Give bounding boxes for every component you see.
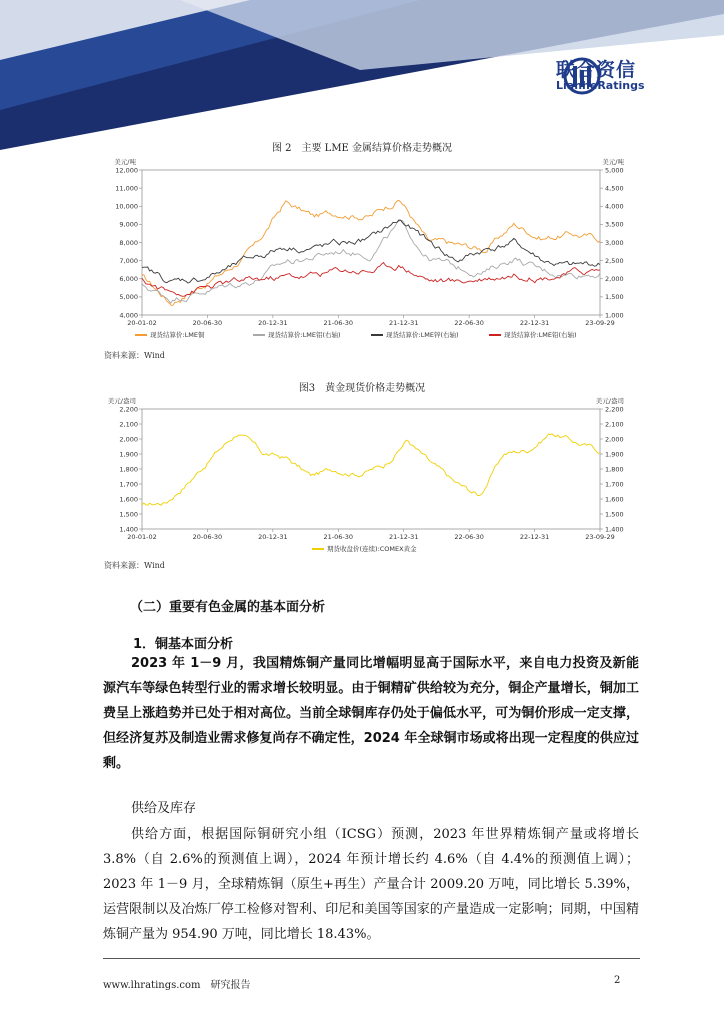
y-tick-label-right: 1,400 <box>605 525 624 534</box>
y-tick-label-left: 2,100 <box>119 420 138 429</box>
figure3-title: 图3 黄金现货价格走势概况 <box>298 383 426 394</box>
y-tick-label-right: 2,500 <box>605 256 624 265</box>
page-number: 2 <box>614 975 621 986</box>
legend-label: 期货收盘价(连续):COMEX黄金 <box>327 545 417 553</box>
y-tick-label-left: 1,700 <box>119 480 138 489</box>
legend-label: 现货结算价:LME铝(右轴) <box>268 331 341 339</box>
supply-inventory-label: 供给及库存 <box>131 801 197 816</box>
x-tick-label: 20-06-30 <box>192 533 223 541</box>
y-tick-label-left: 6,000 <box>119 275 138 284</box>
x-tick-label: 21-06-30 <box>323 533 354 541</box>
x-tick-label: 22-12-31 <box>519 533 550 541</box>
x-tick-label: 22-06-30 <box>454 533 484 541</box>
figure2-source: 资料来源：Wind <box>104 351 165 360</box>
figure3-source: 资料来源：Wind <box>104 561 165 570</box>
x-tick-label: 21-06-30 <box>323 319 354 327</box>
series-line-3 <box>142 263 600 297</box>
y-tick-label-right: 1,700 <box>605 480 624 489</box>
copy-summary-paragraph: 2023 年 1－9 月，我国精炼铜产量同比增幅明显高于国际水平，来自电力投资及新能源汽车等绿色转型行业的需求增长较明显。由于铜精矿供给较为充分，铜企产量增长，铜加工费呈上涨趋势并已处于相对高位。当前全球铜库存仍处于偏低水平，可为铜价形成一定支撑，但经济复苏及制造业需求修复尚存不确定性，2024 年全球铜市场或将出现一定程度的供应过剩。 <box>103 656 639 771</box>
y-tick-label-left: 2,200 <box>119 405 138 414</box>
y-tick-label-left: 9,000 <box>119 220 138 229</box>
y-tick-label-left: 4,000 <box>119 311 138 320</box>
y-tick-label-right: 1,900 <box>605 450 624 459</box>
y-tick-label-left: 1,900 <box>119 450 138 459</box>
copy-subheading: 1．铜基本面分析 <box>133 637 234 652</box>
right-axis-unit: 美元/吨 <box>602 158 624 166</box>
x-tick-label: 20-12-31 <box>258 319 288 327</box>
x-tick-label: 21-12-31 <box>388 533 419 541</box>
y-tick-label-right: 1,000 <box>605 311 624 320</box>
series-line-2 <box>142 220 600 283</box>
y-tick-label-right: 3,500 <box>605 220 624 229</box>
left-axis-unit: 美元/吨 <box>114 158 136 166</box>
brand-name-en: LianheRatings <box>556 79 645 92</box>
y-tick-label-left: 12,000 <box>115 166 138 175</box>
y-tick-label-left: 8,000 <box>119 238 138 247</box>
y-tick-label-right: 3,000 <box>605 238 624 247</box>
x-tick-label: 20-12-31 <box>258 533 288 541</box>
y-tick-label-left: 1,600 <box>119 495 138 504</box>
right-axis-unit: 美元/盎司 <box>595 397 624 405</box>
x-tick-label: 23-09-29 <box>585 533 615 541</box>
y-tick-label-right: 1,600 <box>605 495 624 504</box>
y-tick-label-right: 2,000 <box>605 275 624 284</box>
y-tick-label-right: 2,000 <box>605 435 624 444</box>
plot-frame <box>142 170 600 315</box>
y-tick-label-left: 1,800 <box>119 465 138 474</box>
x-tick-label: 23-09-29 <box>585 319 615 327</box>
y-tick-label-left: 1,500 <box>119 510 138 519</box>
series-line-0 <box>142 434 600 506</box>
y-tick-label-right: 1,500 <box>605 510 624 519</box>
legend-label: 现货结算价:LME铅(右轴) <box>504 331 577 339</box>
x-tick-label: 20-01-02 <box>127 533 157 541</box>
y-tick-label-right: 5,000 <box>605 166 624 175</box>
y-tick-label-left: 1,400 <box>119 525 138 534</box>
supply-paragraph: 供给方面，根据国际铜研究小组（ICSG）预测，2023 年世界精炼铜产量或将增长 3.8%（自 2.6%的预测值上调），2024 年预计增长约 4.6%（自 4.4%的预测值上调）；2023 年 1－9 月，全球精炼铜（原生+再生）产量合计 2009.20 万吨，同比增长 5.39%，运营限制以及冶炼厂停工检修对智利、印尼和美国等国家的产量造成一定影响；同期，中国精炼铜产量为 954.90 万吨，同比增长 18.43%。 <box>103 827 639 942</box>
y-tick-label-left: 7,000 <box>119 256 138 265</box>
x-tick-label: 22-06-30 <box>454 319 484 327</box>
y-tick-label-right: 4,500 <box>605 184 624 193</box>
legend-label: 现货结算价:LME锌(右轴) <box>386 331 459 339</box>
y-tick-label-left: 11,000 <box>115 184 138 193</box>
y-tick-label-left: 5,000 <box>119 293 138 302</box>
y-tick-label-left: 2,000 <box>119 435 138 444</box>
x-tick-label: 21-12-31 <box>388 319 419 327</box>
footer-divider <box>103 958 640 959</box>
footer-site: www.lhratings.com 研究报告 <box>103 980 251 991</box>
brand-name-cn: 联合资信 <box>556 59 637 81</box>
y-tick-label-right: 1,500 <box>605 293 624 302</box>
figure2-title: 图 2 主要 LME 金属结算价格走势概况 <box>271 143 453 154</box>
y-tick-label-right: 2,100 <box>605 420 624 429</box>
y-tick-label-right: 4,000 <box>605 202 624 211</box>
y-tick-label-right: 2,200 <box>605 405 624 414</box>
y-tick-label-left: 10,000 <box>115 202 138 211</box>
y-tick-label-right: 1,800 <box>605 465 624 474</box>
left-axis-unit: 美元/盎司 <box>107 397 136 405</box>
section-heading: （二）重要有色金属的基本面分析 <box>130 600 326 615</box>
x-tick-label: 20-06-30 <box>192 319 223 327</box>
legend-label: 现货结算价:LME铜 <box>150 331 205 339</box>
plot-frame <box>142 409 600 529</box>
lme-metals-chart <box>100 150 640 350</box>
series-line-1 <box>142 220 600 303</box>
gold-price-chart <box>100 395 640 560</box>
x-tick-label: 22-12-31 <box>519 319 550 327</box>
x-tick-label: 20-01-02 <box>127 319 157 327</box>
